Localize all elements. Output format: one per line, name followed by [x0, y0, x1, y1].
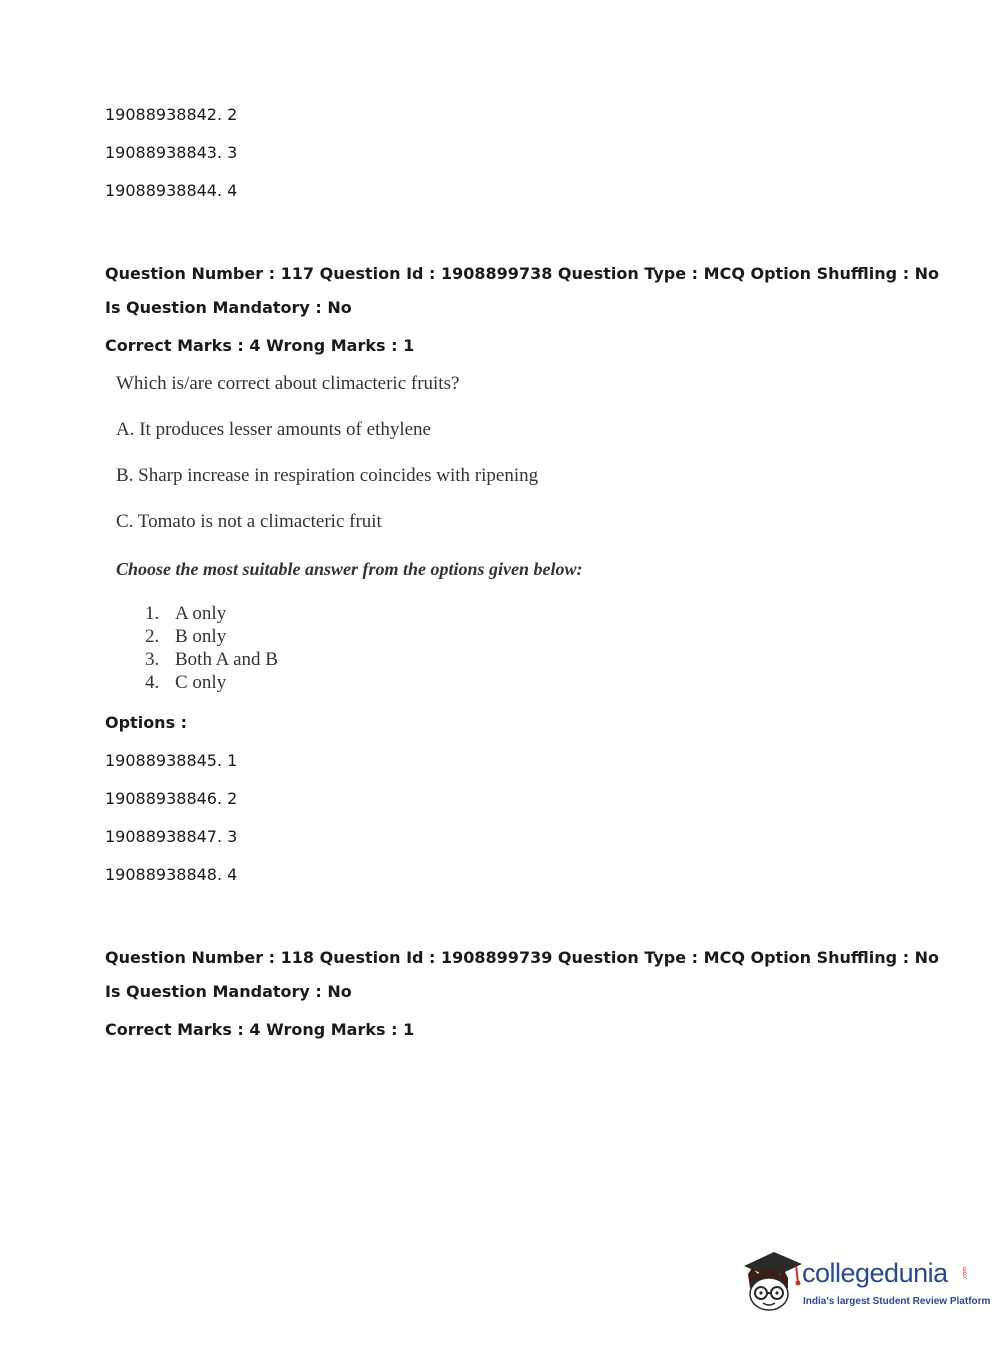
choice-number: 1. [145, 603, 160, 624]
question-mandatory: Is Question Mandatory : No [105, 298, 352, 317]
options-label: Options : [105, 713, 188, 732]
option-line: 19088938842. 2 [105, 105, 238, 124]
option-line: 19088938843. 3 [105, 143, 238, 162]
option-line: 19088938845. 1 [105, 751, 238, 770]
choice-item [145, 649, 278, 671]
question-header: Question Number : 118 Question Id : 1908899739 Question Type : MCQ Option Shuffling : No [105, 948, 940, 967]
instruction: Choose the most suitable answer from the options given below: [116, 559, 583, 579]
logo-com: .com [962, 1266, 969, 1280]
choice-text: C only [175, 672, 227, 693]
option-line: 19088938844. 4 [105, 181, 238, 200]
question-marks: Correct Marks : 4 Wrong Marks : 1 [105, 1020, 415, 1039]
statement-a: A. It produces lesser amounts of ethylene [116, 419, 431, 440]
choice-text: A only [175, 603, 227, 624]
choice-text: B only [175, 626, 227, 647]
choice-item [145, 626, 226, 648]
option-line: 19088938846. 2 [105, 789, 238, 808]
option-line: 19088938848. 4 [105, 865, 238, 884]
logo-tagline: India's largest Student Review Platform [803, 1296, 991, 1307]
logo-wordmark: collegedunia [802, 1258, 948, 1288]
option-line: 19088938847. 3 [105, 827, 238, 846]
question-text: Which is/are correct about climacteric fruits? [116, 373, 460, 394]
statement-c: C. Tomato is not a climacteric fruit [116, 511, 382, 532]
statement-b: B. Sharp increase in respiration coincides with ripening [116, 465, 539, 486]
choice-item [145, 672, 226, 694]
collegedunia-logo [740, 1248, 991, 1314]
question-mandatory: Is Question Mandatory : No [105, 982, 352, 1001]
choice-number: 3. [145, 649, 160, 670]
question-header: Question Number : 117 Question Id : 1908899738 Question Type : MCQ Option Shuffling : No [105, 264, 940, 283]
choice-number: 4. [145, 672, 160, 693]
question-marks: Correct Marks : 4 Wrong Marks : 1 [105, 336, 415, 355]
mascot-icon [740, 1248, 804, 1314]
choice-item [145, 603, 226, 625]
choice-number: 2. [145, 626, 160, 647]
choice-text: Both A and B [175, 649, 278, 670]
